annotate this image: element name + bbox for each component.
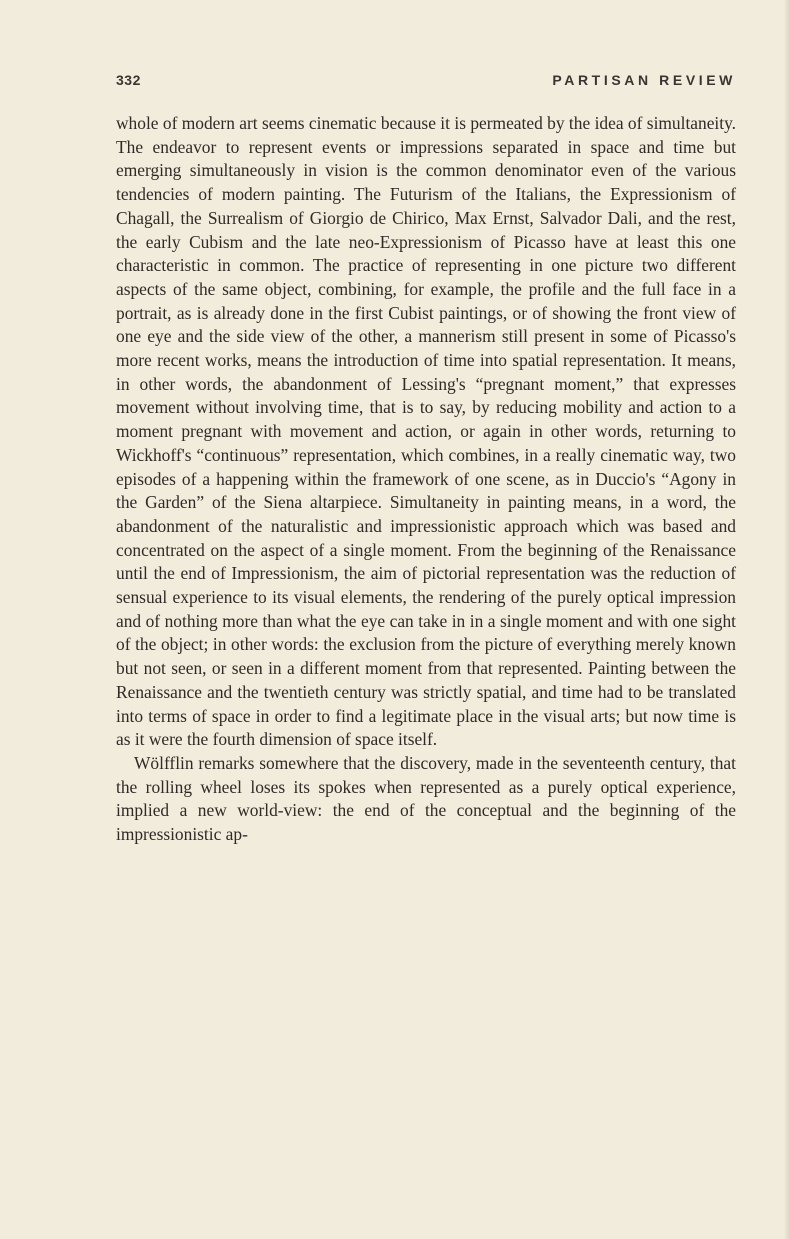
paragraph-2: Wölfflin remarks somewhere that the discovery, made in the seventeenth century, that the rolling wheel loses its spokes when represented as a purely optical experience, implied a new world-view: the end of the conceptual and the beginning of the impressionistic ap- — [116, 752, 736, 845]
page-edge — [784, 0, 790, 1239]
page-number: 332 — [116, 72, 141, 88]
paragraph-1: whole of modern art seems cinematic because it is permeated by the idea of simultaneity. The endeavor to represent events or impressions separated in space and time but emerging simultaneously in vision is the common denominator even of the various tendencies of modern painting. The Futurism of the Italians, the Expressionism of Chagall, the Surrealism of Giorgio de Chirico, Max Ernst, Salvador Dali, and the rest, the early Cubism and the late neo-Expressionism of Picasso have at least this one characteristic in common. The practice of representing in one picture two different aspects of the same object, combining, for example, the profile and the full face in a portrait, as is already done in the first Cubist paintings, or of showing the front view of one eye and the side view of the other, a mannerism still present in some of Picasso's more recent works, means the introduction of time into spatial representation. It means, in other words, the abandonment of Lessing's “pregnant moment,” that expresses movement without involving time, that is to say, by reducing mobility and action to a moment pregnant with movement and action, or again in other words, returning to Wickhoff's “continuous” representation, which combines, in a really cinematic way, two episodes of a happening within the framework of one scene, as in Duccio's “Agony in the Garden” of the Siena altarpiece. Simultaneity in painting means, in a word, the abandonment of the naturalistic and impressionistic approach which was based and concentrated on the aspect of a single moment. From the beginning of the Renaissance until the end of Impressionism, the aim of pictorial representation was the reduction of sensual experience to its visual elements, the rendering of the purely optical impression and of nothing more than what the eye can take in in a single moment and with one sight of the object; in other words: the exclusion from the picture of everything merely known but not seen, or seen in a different moment from that represented. Painting between the Renaissance and the twentieth century was strictly spatial, and time had to be translated into terms of space in order to find a legitimate place in the visual arts; but now time is as it were the fourth dimension of space itself. — [116, 113, 736, 750]
running-head: PARTISAN REVIEW — [552, 72, 736, 88]
page-header — [116, 72, 736, 94]
body-text — [116, 112, 736, 847]
